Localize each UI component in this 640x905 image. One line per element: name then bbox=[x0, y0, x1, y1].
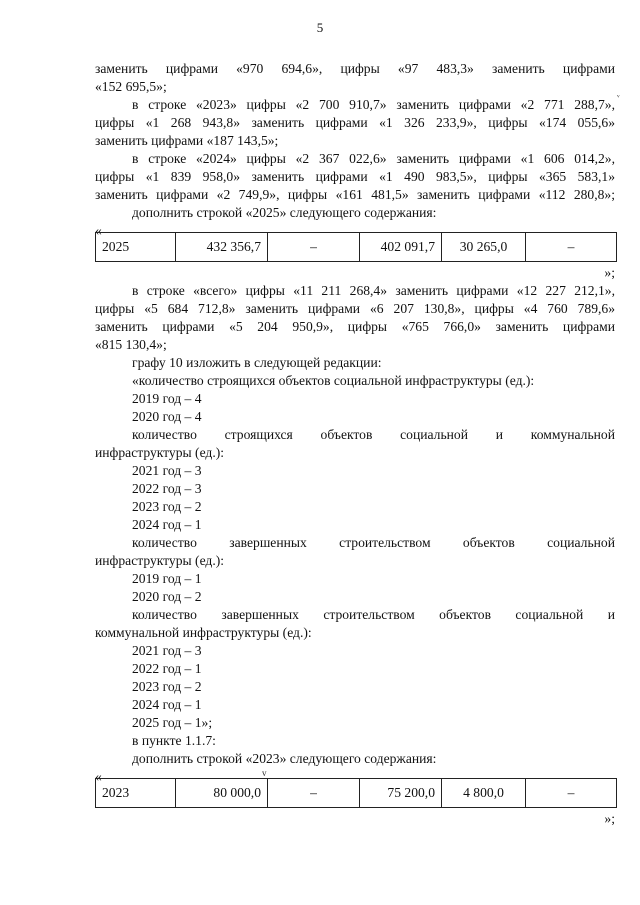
page-number: 5 bbox=[316, 20, 324, 35]
inserted-row-table-2023 bbox=[95, 778, 617, 808]
inserted-row-table-2025 bbox=[95, 232, 617, 262]
close-quote: »; bbox=[604, 811, 615, 826]
text-line: 2021 год – 3 bbox=[132, 643, 202, 658]
table-cell: 402 091,7 bbox=[360, 233, 442, 262]
text-line: дополнить строкой «2025» следующего содержания: bbox=[132, 205, 437, 220]
text-line: инфраструктуры (ед.): bbox=[95, 553, 225, 568]
text-line: заменить цифрами «187 143,5»; bbox=[95, 133, 279, 148]
text-line: в строке «всего» цифры «11 211 268,4» заменить цифрами «12 227 212,1», bbox=[132, 283, 615, 298]
table-cell-total: 432 356,7 bbox=[176, 233, 268, 262]
text-line: 2019 год – 1 bbox=[132, 571, 202, 586]
check-mark-icon: ᵛ bbox=[617, 92, 620, 102]
text-line: инфраструктуры (ед.): bbox=[95, 445, 225, 460]
text-line: цифры «1 839 958,0» заменить цифрами «1 490 983,5», цифры «365 583,1» bbox=[95, 169, 615, 184]
text-line: «152 695,5»; bbox=[95, 79, 167, 94]
table-cell: – bbox=[526, 779, 617, 808]
text-line: 2020 год – 2 bbox=[132, 589, 202, 604]
table-cell: 30 265,0 bbox=[442, 233, 526, 262]
open-quote: « bbox=[95, 223, 102, 238]
text-line: в пункте 1.1.7: bbox=[132, 733, 216, 748]
table-row bbox=[96, 233, 617, 262]
text-line: 2022 год – 1 bbox=[132, 661, 202, 676]
table-cell: – bbox=[268, 779, 360, 808]
table-cell: 75 200,0 bbox=[360, 779, 442, 808]
open-quote: « bbox=[95, 769, 102, 784]
text-line: цифры «5 684 712,8» заменить цифрами «6 207 130,8», цифры «4 760 789,6» bbox=[95, 301, 615, 316]
text-line: 2022 год – 3 bbox=[132, 481, 202, 496]
text-line: 2019 год – 4 bbox=[132, 391, 202, 406]
text-line: 2023 год – 2 bbox=[132, 499, 202, 514]
text-line: 2024 год – 1 bbox=[132, 517, 202, 532]
table-cell: – bbox=[526, 233, 617, 262]
text-line: «815 130,4»; bbox=[95, 337, 167, 352]
check-mark-icon: v bbox=[262, 768, 267, 778]
text-line: заменить цифрами «5 204 950,9», цифры «765 766,0» заменить цифрами bbox=[95, 319, 615, 334]
text-line: цифры «1 268 943,8» заменить цифрами «1 326 233,9», цифры «174 055,6» bbox=[95, 115, 615, 130]
table-cell-year: 2025 bbox=[96, 233, 176, 262]
text-line: заменить цифрами «970 694,6», цифры «97 483,3» заменить цифрами bbox=[95, 61, 615, 76]
text-line: 2021 год – 3 bbox=[132, 463, 202, 478]
text-line: коммунальной инфраструктуры (ед.): bbox=[95, 625, 312, 640]
text-line: дополнить строкой «2023» следующего содержания: bbox=[132, 751, 437, 766]
text-line: «количество строящихся объектов социальной инфраструктуры (ед.): bbox=[132, 373, 535, 388]
table-cell-total: 80 000,0 bbox=[176, 779, 268, 808]
text-line: в строке «2023» цифры «2 700 910,7» заменить цифрами «2 771 288,7», bbox=[132, 97, 615, 112]
text-line: 2020 год – 4 bbox=[132, 409, 202, 424]
text-line: 2025 год – 1»; bbox=[132, 715, 213, 730]
text-line: заменить цифрами «2 749,9», цифры «161 481,5» заменить цифрами «112 280,8»; bbox=[95, 187, 615, 202]
text-line: 2023 год – 2 bbox=[132, 679, 202, 694]
text-line: 2024 год – 1 bbox=[132, 697, 202, 712]
text-line: количество завершенных строительством объектов социальной и bbox=[132, 607, 615, 622]
table-cell-year: 2023 bbox=[96, 779, 176, 808]
text-line: количество строящихся объектов социальной и коммунальной bbox=[132, 427, 615, 442]
close-quote: »; bbox=[604, 265, 615, 280]
text-line: графу 10 изложить в следующей редакции: bbox=[132, 355, 382, 370]
table-cell: 4 800,0 bbox=[442, 779, 526, 808]
text-line: количество завершенных строительством объектов социальной bbox=[132, 535, 615, 550]
table-cell: – bbox=[268, 233, 360, 262]
table-row bbox=[96, 779, 617, 808]
text-line: в строке «2024» цифры «2 367 022,6» заменить цифрами «1 606 014,2», bbox=[132, 151, 615, 166]
